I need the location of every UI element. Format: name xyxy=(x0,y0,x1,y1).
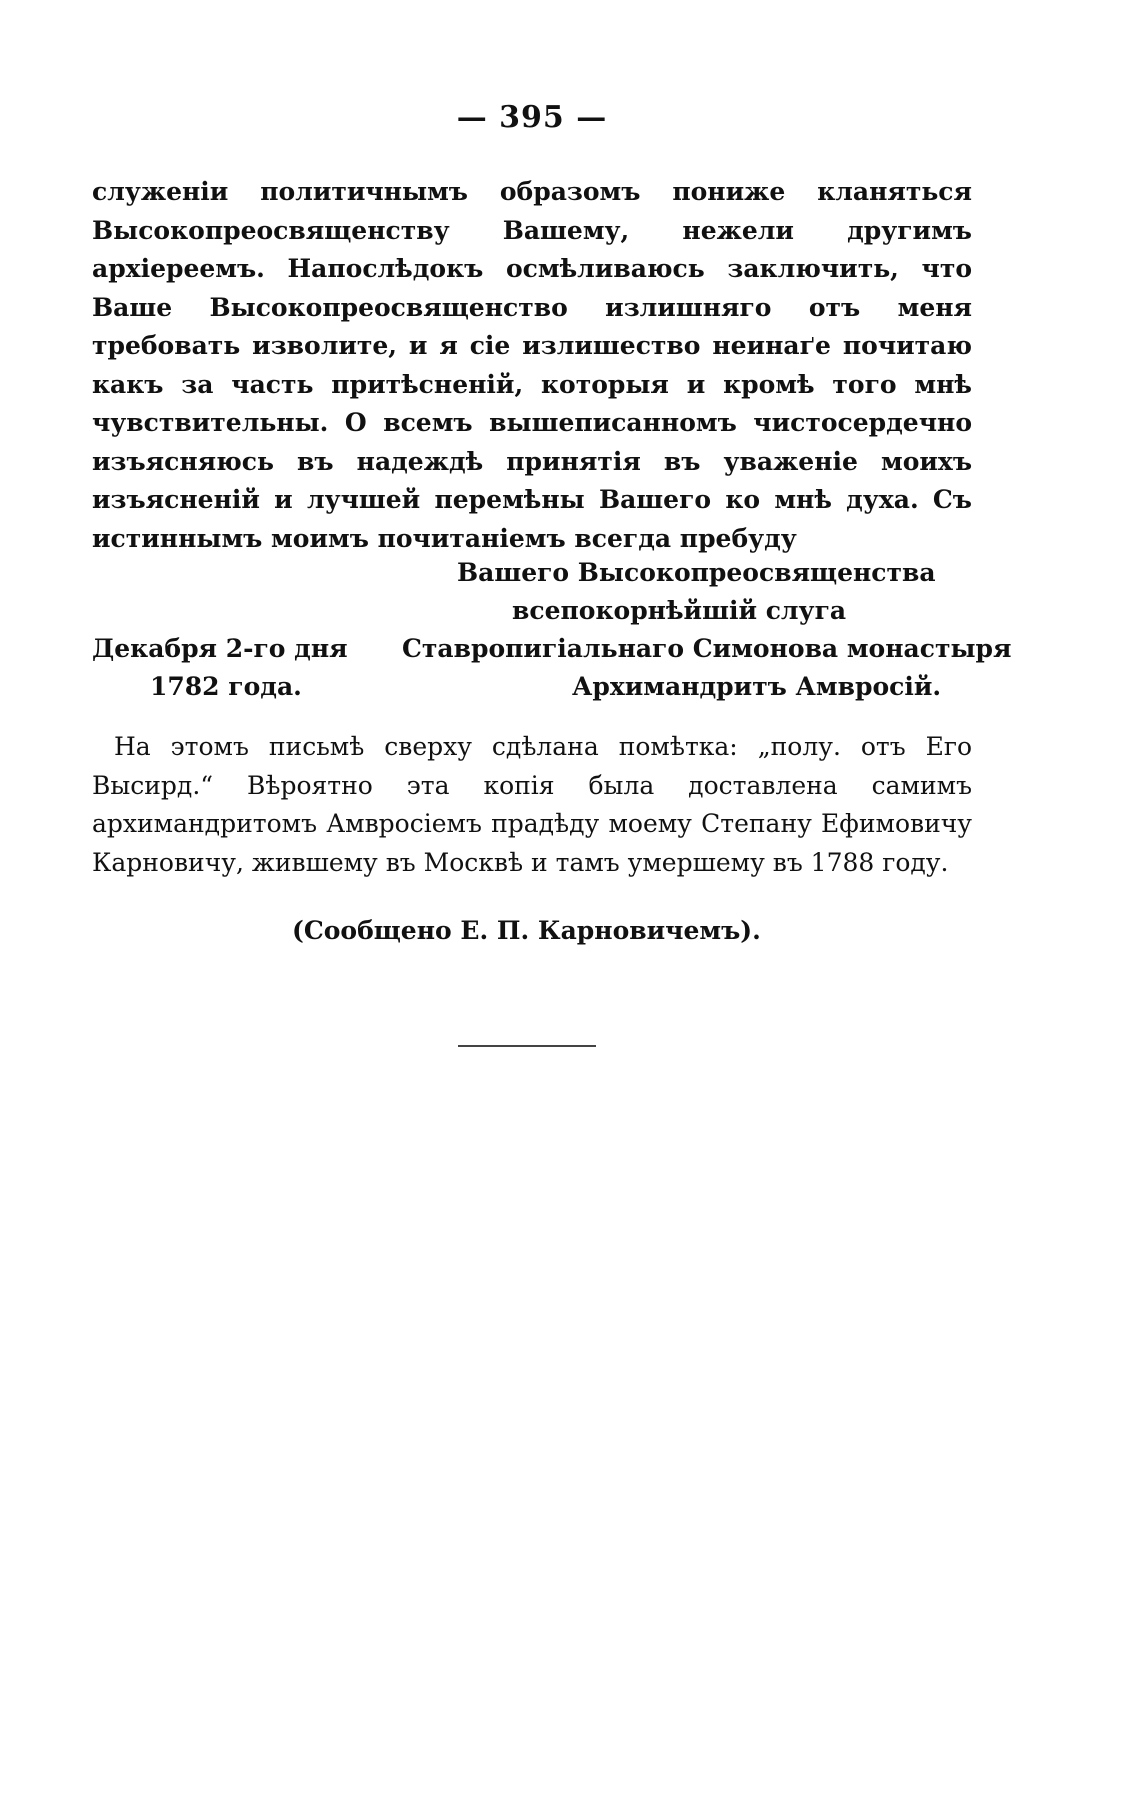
document-page xyxy=(92,100,1012,945)
signature-monastery: Ставропигіальнаго Симонова монастыря xyxy=(402,634,1012,663)
attribution: (Сообщено Е. П. Карновичемъ). xyxy=(292,916,761,945)
page-number: — 395 — xyxy=(456,100,608,135)
signature-servant: всепокорнѣйшій слуга xyxy=(512,596,847,625)
signature-date: Декабря 2-го дня xyxy=(92,634,348,663)
note-paragraph: На этомъ письмѣ сверху сдѣлана помѣтка: „полу. отъ Его Высирд.“ Вѣроятно эта копія была доставлена самимъ архимандритомъ Амвросіемъ прадѣду моему Степану Ефимовичу Карновичу, жившему въ Москвѣ и тамъ умершему въ 1788 году. xyxy=(92,732,972,877)
signature-author: Архимандритъ Амвросій. xyxy=(572,672,942,701)
editorial-note xyxy=(92,728,972,882)
signature-block xyxy=(92,558,1012,710)
signature-salutation: Вашего Высокопреосвященства xyxy=(457,558,936,587)
letter-paragraph: служеніи политичнымъ образомъ пониже кланяться Высокопреосвященству Вашему, нежели другимъ архіереемъ. Напослѣдокъ осмѣливаюсь заключить, что Ваше Высокопреосвященство излишняго отъ меня требовать изволите, и я сіе излишество неинаґе почитаю какъ за часть притѣсненій, которыя и кромѣ того мнѣ чувствительны. О всемъ вышеписанномъ чистосердечно изъясняюсь въ надеждѣ принятія въ уваженіе моихъ изъясненій и лучшей перемѣны Вашего ко мнѣ духа. Съ истиннымъ моимъ почитаніемъ всегда пребуду xyxy=(92,177,972,553)
letter-body xyxy=(92,173,972,558)
separator-rule xyxy=(458,1045,596,1047)
signature-year: 1782 года. xyxy=(150,672,302,701)
